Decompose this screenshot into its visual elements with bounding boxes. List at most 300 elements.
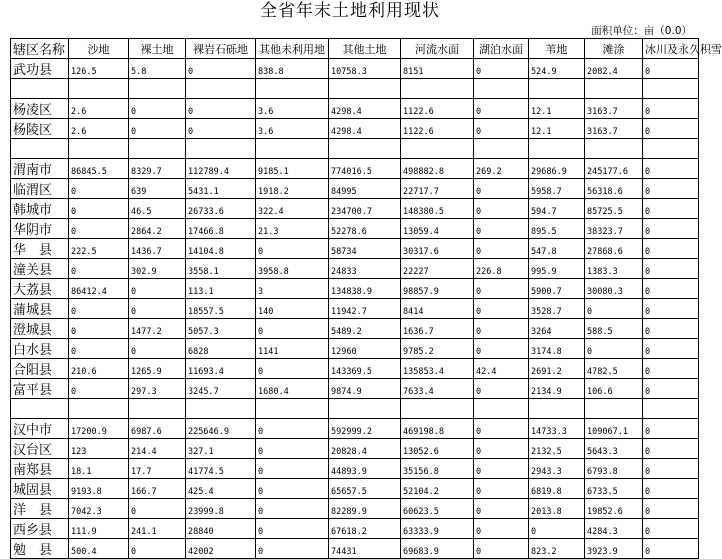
table-cell: 2132.5 [529,439,585,459]
table-cell: 1436.7 [129,239,186,259]
table-cell: 28840 [186,519,256,539]
table-cell: 547.8 [529,239,585,259]
table-cell: 3958.8 [256,259,329,279]
district-name: 合阳县 [11,359,69,379]
table-cell: 0 [256,239,329,259]
table-cell: 269.2 [474,159,529,179]
district-name: 武功县 [11,59,69,79]
table-cell: 9874.9 [329,379,401,399]
table-cell: 425.4 [186,479,256,499]
table-cell [129,399,186,419]
table-row [11,419,699,439]
column-header: 辖区名称 [11,39,69,59]
table-cell: 0 [474,379,529,399]
table-cell: 639 [129,179,186,199]
table-row [11,339,699,359]
table-cell: 8414 [401,299,474,319]
table-row [11,459,699,479]
table-cell: 327.1 [186,439,256,459]
table-cell [585,399,643,419]
table-cell: 0 [256,319,329,339]
table-cell: 0 [474,319,529,339]
table-cell: 10758.3 [329,59,401,79]
district-name: 汉台区 [11,439,69,459]
table-cell: 38323.7 [585,219,643,239]
table-cell: 0 [69,199,129,219]
table-cell: 58734 [329,239,401,259]
table-cell: 63333.9 [401,519,474,539]
table-cell: 86412.4 [69,279,129,299]
table-cell: 0 [129,279,186,299]
table-cell: 3558.1 [186,259,256,279]
table-cell: 14733.3 [529,419,585,439]
table-cell: 0 [643,339,699,359]
table-cell: 0 [186,59,256,79]
table-cell: 5958.7 [529,179,585,199]
table-cell: 2691.2 [529,359,585,379]
table-cell: 0 [643,279,699,299]
table-cell: 13059.4 [401,219,474,239]
table-cell: 23999.8 [186,499,256,519]
table-cell: 0 [474,479,529,499]
table-cell: 166.7 [129,479,186,499]
table-cell: 3163.7 [585,99,643,119]
column-header: 裸土地 [129,39,186,59]
land-use-table [10,38,722,559]
table-cell: 226.8 [474,259,529,279]
table-cell [474,79,529,99]
table-row [11,99,699,119]
table-cell: 29686.9 [529,159,585,179]
table-row [11,539,699,559]
table-cell: 22717.7 [401,179,474,199]
table-cell [129,79,186,99]
table-cell: 113.1 [186,279,256,299]
table-cell [474,139,529,159]
table-cell: 3163.7 [585,119,643,139]
table-cell: 123 [69,439,129,459]
column-header: 苇地 [529,39,585,59]
table-cell: 0 [474,339,529,359]
table-cell: 0 [643,479,699,499]
column-header: 其他土地 [329,39,401,59]
table-cell [643,79,699,99]
table-row [11,119,699,139]
table-cell: 0 [474,179,529,199]
table-cell: 0 [129,99,186,119]
table-cell: 26733.6 [186,199,256,219]
table-cell: 11942.7 [329,299,401,319]
table-cell [401,79,474,99]
table-cell: 7633.4 [401,379,474,399]
table-cell [529,79,585,99]
district-name: 韩城市 [11,199,69,219]
table-cell: 0 [643,99,699,119]
table-cell: 0 [69,379,129,399]
table-cell: 3.6 [256,99,329,119]
table-cell: 0 [474,99,529,119]
table-cell: 241.1 [129,519,186,539]
table-cell [474,399,529,419]
table-cell [643,139,699,159]
table-cell: 5431.1 [186,179,256,199]
table-cell [186,139,256,159]
table-cell: 4782.5 [585,359,643,379]
table-cell: 111.9 [69,519,129,539]
table-cell: 0 [129,119,186,139]
table-cell: 0 [643,219,699,239]
table-cell: 52278.6 [329,219,401,239]
table-cell: 1122.6 [401,99,474,119]
district-name: 洋 县 [11,499,69,519]
table-cell: 46.5 [129,199,186,219]
table-cell: 3245.7 [186,379,256,399]
table-cell: 1636.7 [401,319,474,339]
table-cell: 42002 [186,539,256,559]
table-cell: 6819.8 [529,479,585,499]
table-cell: 24833 [329,259,401,279]
table-cell: 17.7 [129,459,186,479]
table-cell [186,399,256,419]
table-row [11,359,699,379]
table-cell: 0 [256,499,329,519]
table-cell: 0 [474,299,529,319]
table-cell: 5643.3 [585,439,643,459]
column-header: 冰川及永久积雪 [643,39,699,59]
table-cell: 0 [129,299,186,319]
table-cell: 9193.8 [69,479,129,499]
table-cell: 1383.3 [585,259,643,279]
table-row [11,299,699,319]
table-cell: 214.4 [129,439,186,459]
table-cell: 18.1 [69,459,129,479]
table-cell: 0 [69,339,129,359]
table-cell: 0 [643,379,699,399]
table-cell: 1477.2 [129,319,186,339]
table-cell: 20828.4 [329,439,401,459]
table-cell: 0 [69,219,129,239]
table-cell: 0 [643,159,699,179]
district-name: 大荔县 [11,279,69,299]
table-row [11,219,699,239]
table-cell: 1918.2 [256,179,329,199]
table-cell [585,139,643,159]
table-cell: 3.6 [256,119,329,139]
table-cell [69,399,129,419]
table-cell: 0 [186,99,256,119]
table-cell: 3174.8 [529,339,585,359]
table-cell: 126.5 [69,59,129,79]
table-cell: 35156.8 [401,459,474,479]
table-cell: 0 [474,239,529,259]
table-cell [329,79,401,99]
table-cell: 588.5 [585,319,643,339]
table-cell [69,79,129,99]
district-name: 潼关县 [11,259,69,279]
district-name: 南郑县 [11,459,69,479]
table-cell: 5489.2 [329,319,401,339]
table-cell: 0 [643,239,699,259]
table-cell [643,399,699,419]
table-cell: 18557.5 [186,299,256,319]
table-cell: 12.1 [529,99,585,119]
table-cell: 3923.9 [585,539,643,559]
table-cell: 5.8 [129,59,186,79]
table-row [11,59,699,79]
table-cell: 85725.5 [585,199,643,219]
table-cell: 6793.8 [585,459,643,479]
table-cell: 222.5 [69,239,129,259]
table-cell: 143369.5 [329,359,401,379]
table-cell [69,139,129,159]
column-header: 滩涂 [585,39,643,59]
district-name: 白水县 [11,339,69,359]
table-row [11,319,699,339]
table-cell: 0 [643,539,699,559]
column-header: 湖泊水面 [474,39,529,59]
table-row [11,179,699,199]
table-cell: 297.3 [129,379,186,399]
table-row [11,239,699,259]
table-row [11,259,699,279]
table-cell: 302.9 [129,259,186,279]
table-cell: 4298.4 [329,119,401,139]
table-cell: 0 [643,259,699,279]
table-cell: 245177.6 [585,159,643,179]
table-cell: 82289.9 [329,499,401,519]
table-cell [329,399,401,419]
table-cell: 0 [643,499,699,519]
table-cell: 69683.9 [401,539,474,559]
table-cell: 0 [474,439,529,459]
table-cell: 0 [474,539,529,559]
table-cell: 2013.8 [529,499,585,519]
district-name: 蒲城县 [11,299,69,319]
table-cell: 469198.8 [401,419,474,439]
table-row [11,379,699,399]
table-cell: 4298.4 [329,99,401,119]
district-name: 西乡县 [11,519,69,539]
table-cell [401,139,474,159]
table-cell: 0 [474,119,529,139]
table-cell: 27868.6 [585,239,643,259]
blank-row [11,139,699,159]
table-cell: 210.6 [69,359,129,379]
table-cell [11,139,69,159]
table-cell: 0 [643,179,699,199]
table-cell: 17466.8 [186,219,256,239]
table-cell: 2864.2 [129,219,186,239]
blank-row [11,79,699,99]
table-cell: 3528.7 [529,299,585,319]
district-name: 杨凌区 [11,99,69,119]
table-row [11,499,699,519]
table-cell: 67618.2 [329,519,401,539]
district-name: 勉 县 [11,539,69,559]
table-cell: 0 [69,299,129,319]
table-cell: 0 [474,459,529,479]
table-cell: 41774.5 [186,459,256,479]
district-name: 富平县 [11,379,69,399]
table-cell [11,79,69,99]
table-cell: 19852.6 [585,499,643,519]
column-header: 河流水面 [401,39,474,59]
table-cell: 109067.1 [585,419,643,439]
table-cell: 5057.3 [186,319,256,339]
table-cell: 0 [474,279,529,299]
table-cell [585,79,643,99]
table-cell: 0 [256,539,329,559]
table-cell: 30080.3 [585,279,643,299]
district-name: 城固县 [11,479,69,499]
table-cell [186,79,256,99]
table-cell: 0 [69,179,129,199]
table-cell: 0 [256,459,329,479]
table-cell: 65657.5 [329,479,401,499]
table-row [11,439,699,459]
table-cell: 995.9 [529,259,585,279]
table-row [11,479,699,499]
table-cell: 106.6 [585,379,643,399]
table-cell: 11693.4 [186,359,256,379]
table-cell: 0 [474,419,529,439]
table-body [11,59,699,559]
table-cell: 13052.6 [401,439,474,459]
table-cell: 0 [643,199,699,219]
table-cell: 0 [69,319,129,339]
column-header: 其他未利用地 [256,39,329,59]
table-cell: 3 [256,279,329,299]
table-cell: 12960 [329,339,401,359]
table-cell [529,139,585,159]
table-cell: 12.1 [529,119,585,139]
table-cell: 2.6 [69,119,129,139]
table-cell: 0 [186,119,256,139]
table-cell: 0 [585,339,643,359]
table-cell: 592999.2 [329,419,401,439]
column-header: 裸岩石砾地 [186,39,256,59]
table-cell: 84995 [329,179,401,199]
district-name: 杨陵区 [11,119,69,139]
table-cell: 1680.4 [256,379,329,399]
table-cell: 0 [643,519,699,539]
table-cell: 2943.3 [529,459,585,479]
table-cell: 2.6 [69,99,129,119]
table-cell: 524.9 [529,59,585,79]
table-cell: 0 [129,339,186,359]
table-cell: 225646.9 [186,419,256,439]
table-cell: 774016.5 [329,159,401,179]
table-cell: 6987.6 [129,419,186,439]
table-cell [256,79,329,99]
table-cell: 135853.4 [401,359,474,379]
district-name: 渭南市 [11,159,69,179]
table-cell: 0 [256,519,329,539]
blank-row [11,399,699,419]
table-cell: 0 [474,219,529,239]
table-cell [11,399,69,419]
table-cell: 2134.9 [529,379,585,399]
table-row [11,159,699,179]
table-cell: 0 [256,479,329,499]
table-cell: 74431 [329,539,401,559]
table-cell: 42.4 [474,359,529,379]
table-cell: 5900.7 [529,279,585,299]
table-cell: 1265.9 [129,359,186,379]
table-cell: 0 [474,59,529,79]
table-cell: 0 [129,499,186,519]
table-cell: 1122.6 [401,119,474,139]
table-cell: 0 [643,299,699,319]
district-name: 华 县 [11,239,69,259]
table-cell: 0 [256,419,329,439]
table-cell: 0 [643,59,699,79]
table-cell: 895.5 [529,219,585,239]
table-cell: 0 [529,519,585,539]
table-cell: 0 [474,499,529,519]
column-header: 沙地 [69,39,129,59]
table-cell: 148380.5 [401,199,474,219]
table-cell: 2082.4 [585,59,643,79]
table-header-row [11,39,699,59]
table-cell [329,139,401,159]
table-cell [529,399,585,419]
table-cell: 1141 [256,339,329,359]
page-title: 全省年末土地利用现状 [260,1,440,21]
table-cell: 98857.9 [401,279,474,299]
table-cell: 7042.3 [69,499,129,519]
table-cell: 322.4 [256,199,329,219]
table-cell: 22227 [401,259,474,279]
table-row [11,199,699,219]
table-cell: 4284.3 [585,519,643,539]
table-cell: 9785.2 [401,339,474,359]
table-cell: 8329.7 [129,159,186,179]
district-name: 华阴市 [11,219,69,239]
table-cell: 0 [643,359,699,379]
table-cell: 234700.7 [329,199,401,219]
table-cell: 17200.9 [69,419,129,439]
table-cell: 0 [256,359,329,379]
unit-note: 面积单位：亩（0.0） [591,25,692,37]
table-cell: 9185.1 [256,159,329,179]
district-name: 汉中市 [11,419,69,439]
table-cell: 56318.6 [585,179,643,199]
table-cell: 0 [129,539,186,559]
table-cell: 0 [474,519,529,539]
table-cell: 594.7 [529,199,585,219]
district-name: 临渭区 [11,179,69,199]
table-cell: 6828 [186,339,256,359]
table-cell: 0 [585,299,643,319]
table-cell: 52104.2 [401,479,474,499]
table-cell [256,139,329,159]
district-name: 澄城县 [11,319,69,339]
table-cell: 140 [256,299,329,319]
table-cell: 823.2 [529,539,585,559]
table-cell: 112789.4 [186,159,256,179]
table-cell: 0 [643,459,699,479]
table-cell: 0 [256,439,329,459]
table-row [11,279,699,299]
table-cell: 838.8 [256,59,329,79]
table-cell: 0 [643,319,699,339]
table-cell: 60623.5 [401,499,474,519]
table-cell: 134838.9 [329,279,401,299]
table-cell: 30317.6 [401,239,474,259]
table-cell: 21.3 [256,219,329,239]
table-row [11,519,699,539]
